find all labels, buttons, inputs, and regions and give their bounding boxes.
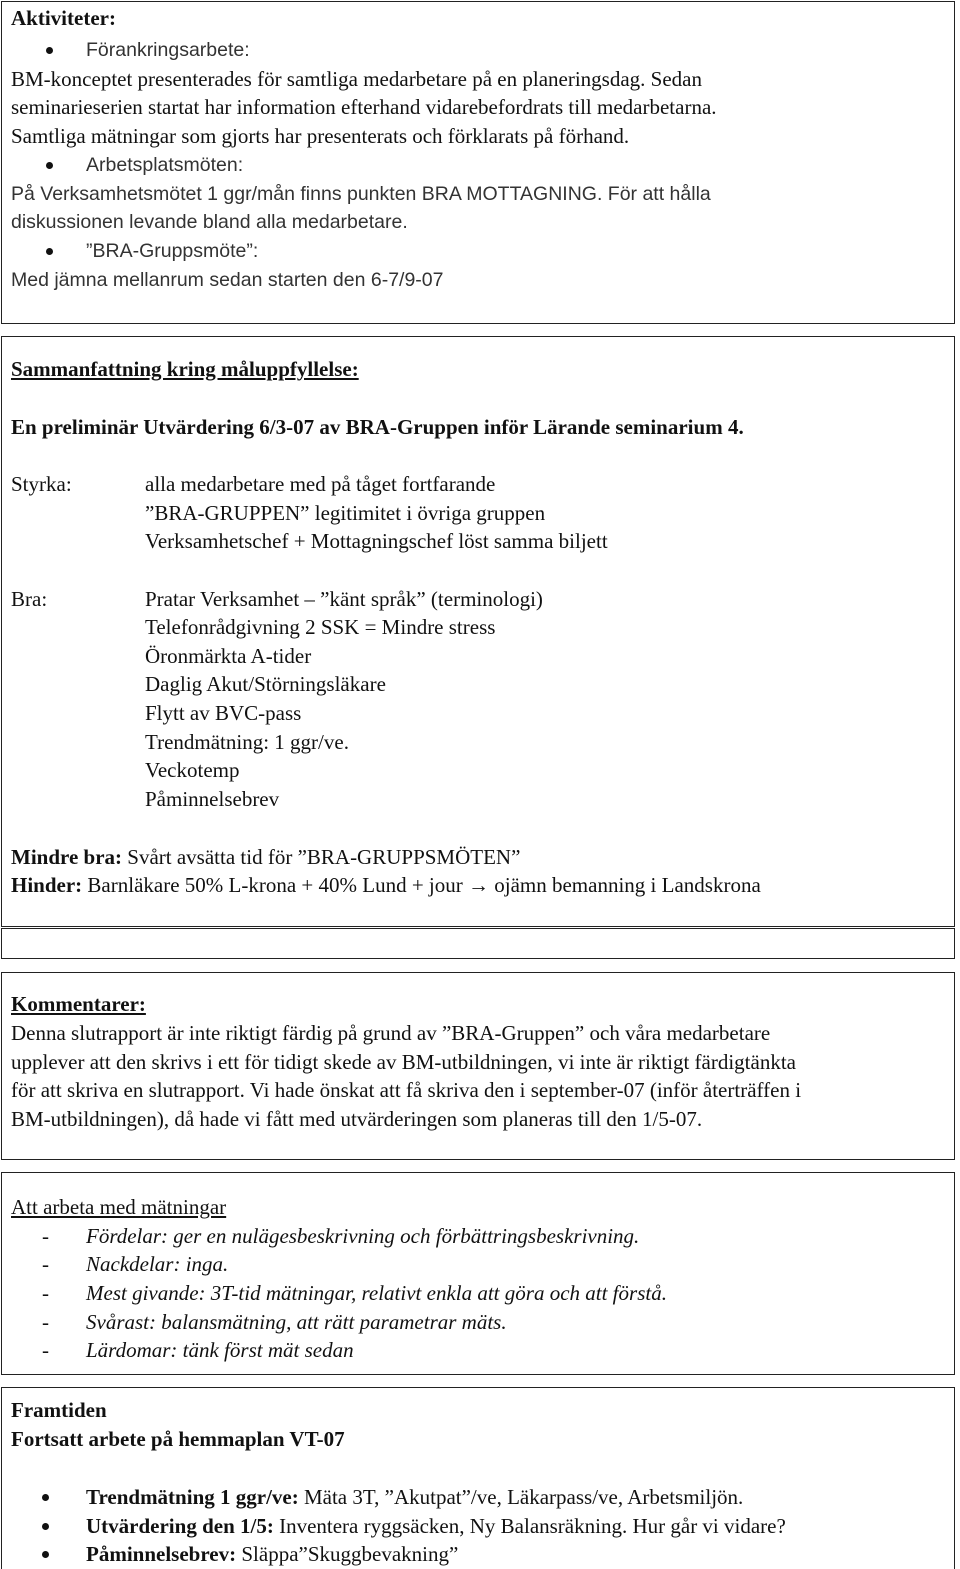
good-item: Daglig Akut/Störningsläkare xyxy=(145,672,386,696)
obstacles-label: Hinder: xyxy=(11,873,83,897)
good-item: Pratar Verksamhet – ”känt språk” (terminologi) xyxy=(145,587,543,611)
dash-icon: - xyxy=(42,1338,49,1362)
bullet-icon xyxy=(42,1494,49,1501)
activities-heading: Aktiviteter: xyxy=(11,6,116,30)
activity-text: Med jämna mellanrum sedan starten den 6-7/9-07 xyxy=(11,269,444,291)
future-subheading: Fortsatt arbete på hemmaplan VT-07 xyxy=(11,1427,345,1451)
activity-text: BM-konceptet presenterades för samtliga medarbetare på en planeringsdag. Sedan xyxy=(11,67,702,91)
dash-icon: - xyxy=(42,1281,49,1305)
measurement-item: Nackdelar: inga. xyxy=(86,1252,229,1276)
future-item-text: Släppa”Skuggbevakning” xyxy=(241,1542,459,1566)
comments-heading: Kommentarer: xyxy=(11,992,146,1016)
future-item-label: Utvärdering den 1/5: xyxy=(86,1514,274,1538)
summary-subheading: En preliminär Utvärdering 6/3-07 av BRA-Gruppen inför Lärande seminarium 4. xyxy=(11,415,744,439)
comments-box xyxy=(1,972,955,1160)
good-item: Telefonrådgivning 2 SSK = Mindre stress xyxy=(145,615,496,639)
future-item-label: Trendmätning 1 ggr/ve: xyxy=(86,1485,299,1509)
activity-item-title: Förankringsarbete: xyxy=(86,39,250,61)
strength-item: Verksamhetschef + Mottagningschef löst samma biljett xyxy=(145,529,608,553)
activities-box xyxy=(1,1,955,324)
bullet-icon xyxy=(46,47,53,54)
future-item-text: Mäta 3T, ”Akutpat”/ve, Läkarpass/ve, Arbetsmiljön. xyxy=(303,1485,744,1509)
future-item xyxy=(86,1540,458,1569)
comment-text: för att skriva en slutrapport. Vi hade önskat att få skriva den i september-07 (inför återträffen i xyxy=(11,1078,802,1102)
bullet-icon xyxy=(46,162,53,169)
comment-text: BM-utbildningen), då hade vi fått med utvärderingen som planeras till den 1/5-07. xyxy=(11,1107,703,1131)
obstacles-row xyxy=(11,871,761,900)
future-item xyxy=(86,1483,743,1512)
good-item: Flytt av BVC-pass xyxy=(145,701,302,725)
measurements-box xyxy=(1,1172,955,1375)
activity-item-title: Arbetsplatsmöten: xyxy=(86,154,244,176)
good-item: Öronmärkta A-tider xyxy=(145,644,312,668)
obstacles-text: Barnläkare 50% L-krona + 40% Lund + jour → ojämn bemanning i Landskrona xyxy=(87,873,761,897)
less-good-row xyxy=(11,843,520,872)
strength-item: ”BRA-GRUPPEN” legitimitet i övriga gruppen xyxy=(145,501,546,525)
good-label: Bra: xyxy=(11,587,48,611)
measurement-item: Svårast: balansmätning, att rätt parametrar mäts. xyxy=(86,1310,507,1334)
less-good-text: Svårt avsätta tid för ”BRA-GRUPPSMÖTEN” xyxy=(127,845,521,869)
measurement-item: Lärdomar: tänk först mät sedan xyxy=(86,1338,354,1362)
measurement-item: Fördelar: ger en nulägesbeskrivning och förbättringsbeskrivning. xyxy=(86,1224,640,1248)
dash-icon: - xyxy=(42,1252,49,1276)
activity-text: Samtliga mätningar som gjorts har presenterats och förklarats på förhand. xyxy=(11,124,630,148)
future-item-label: Påminnelsebrev: xyxy=(86,1542,237,1566)
activity-item-title: ”BRA-Gruppsmöte”: xyxy=(86,240,259,262)
good-item: Veckotemp xyxy=(145,758,240,782)
activity-text: diskussionen levande bland alla medarbetare. xyxy=(11,211,408,233)
measurement-item: Mest givande: 3T-tid mätningar, relativt enkla att göra och att förstå. xyxy=(86,1281,667,1305)
bullet-icon xyxy=(46,248,53,255)
bullet-icon xyxy=(42,1523,49,1530)
summary-heading: Sammanfattning kring måluppfyllelse: xyxy=(11,357,359,381)
strengths-label: Styrka: xyxy=(11,472,72,496)
strength-item: alla medarbetare med på tåget fortfarande xyxy=(145,472,496,496)
less-good-label: Mindre bra: xyxy=(11,845,123,869)
dash-icon: - xyxy=(42,1310,49,1334)
good-item: Påminnelsebrev xyxy=(145,787,280,811)
empty-box xyxy=(1,928,955,959)
good-item: Trendmätning: 1 ggr/ve. xyxy=(145,730,349,754)
summary-box xyxy=(1,336,955,927)
future-item xyxy=(86,1512,786,1541)
comment-text: Denna slutrapport är inte riktigt färdig på grund av ”BRA-Gruppen” och våra medarbetare xyxy=(11,1021,771,1045)
future-item-text: Inventera ryggsäcken, Ny Balansräkning. Hur går vi vidare? xyxy=(279,1514,786,1538)
bullet-icon xyxy=(42,1551,49,1558)
future-heading: Framtiden xyxy=(11,1398,107,1422)
activity-text: På Verksamhetsmötet 1 ggr/mån finns punkten BRA MOTTAGNING. För att hålla xyxy=(11,183,711,205)
dash-icon: - xyxy=(42,1224,49,1248)
future-box xyxy=(1,1387,955,1569)
activity-text: seminarieserien startat har information efterhand vidarebefordrats till medarbetarna. xyxy=(11,95,717,119)
measurements-heading: Att arbeta med mätningar xyxy=(11,1195,227,1219)
comment-text: upplever att den skrivs i ett för tidigt skede av BM-utbildningen, vi inte är riktigt färdigtänkta xyxy=(11,1050,796,1074)
